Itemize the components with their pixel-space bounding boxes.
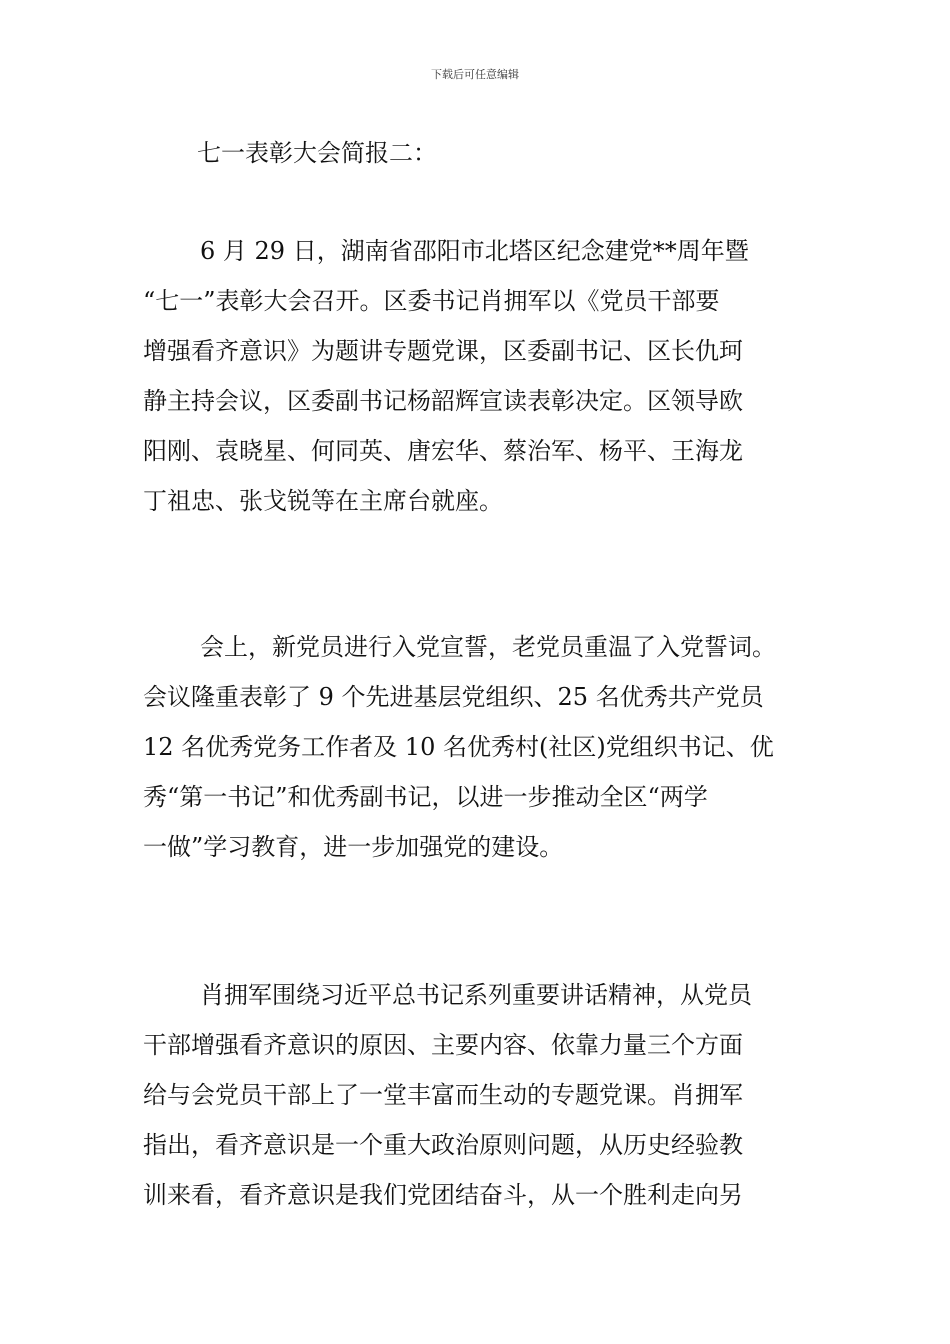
- paragraph-line: 静主持会议，区委副书记杨韶辉宣读表彰决定。区领导欧: [143, 387, 743, 415]
- paragraph-line: 丁祖忠、张戈锐等在主席台就座。: [143, 487, 503, 515]
- paragraph-line: 阳刚、袁晓星、何同英、唐宏华、蔡治军、杨平、王海龙: [143, 437, 743, 465]
- paragraph-1: [143, 226, 823, 526]
- paragraph-line: 给与会党员干部上了一堂丰富而生动的专题党课。肖拥军: [143, 1081, 743, 1109]
- paragraph-line: 增强看齐意识》为题讲专题党课，区委副书记、区长仇珂: [143, 337, 743, 365]
- paragraph-line: 训来看，看齐意识是我们党团结奋斗，从一个胜利走向另: [143, 1181, 743, 1209]
- paragraph-2: [143, 622, 823, 872]
- paragraph-line: 12 名优秀党务工作者及 10 名优秀村(社区)党组织书记、优: [143, 733, 774, 761]
- paragraph-line: 秀“第一书记”和优秀副书记，以进一步推动全区“两学: [143, 783, 708, 811]
- paragraph-line: 会议隆重表彰了 9 个先进基层党组织、25 名优秀共产党员: [143, 683, 764, 711]
- paragraph-line: 肖拥军围绕习近平总书记系列重要讲话精神，从党员: [200, 981, 752, 1009]
- paragraph-line: “七一”表彰大会召开。区委书记肖拥军以《党员干部要: [143, 287, 720, 315]
- document-title: 七一表彰大会简报二：: [197, 139, 437, 167]
- page-header: 下载后可任意编辑: [431, 68, 519, 81]
- paragraph-line: 指出，看齐意识是一个重大政治原则问题，从历史经验教: [143, 1131, 743, 1159]
- paragraph-line: 会上，新党员进行入党宣誓，老党员重温了入党誓词。: [200, 633, 776, 661]
- paragraph-3: [143, 970, 823, 1220]
- paragraph-line: 干部增强看齐意识的原因、主要内容、依靠力量三个方面: [143, 1031, 743, 1059]
- paragraph-line: 一做”学习教育，进一步加强党的建设。: [143, 833, 564, 861]
- paragraph-line: 6 月 29 日，湖南省邵阳市北塔区纪念建党**周年暨: [200, 237, 749, 265]
